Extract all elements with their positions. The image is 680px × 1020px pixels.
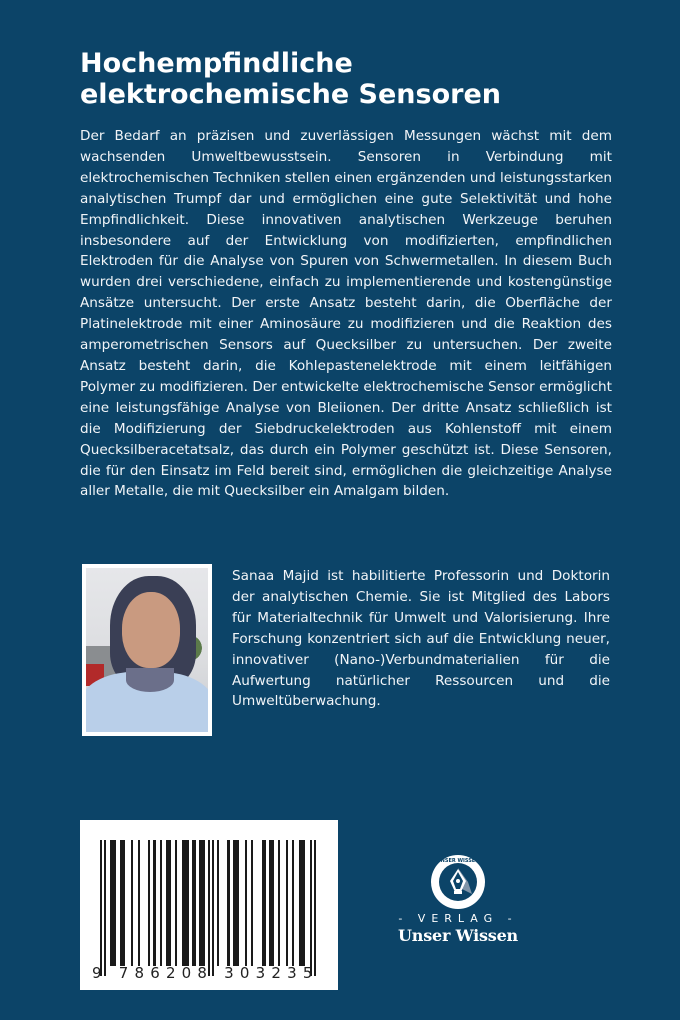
- publisher-name: Unser Wissen: [398, 926, 518, 945]
- title-line-2: elektrochemische Sensoren: [80, 79, 501, 110]
- publisher-verlag-label: - VERLAG -: [398, 912, 518, 925]
- author-photo: [82, 564, 212, 736]
- publisher-logo: [390, 852, 526, 952]
- isbn-number: 9 786208 303235: [92, 964, 319, 982]
- book-blurb: Der Bedarf an präzisen und zuverlässigen Messungen wächst mit dem wachsenden Umweltbewusstsein. Sensoren in Verbindung mit elektrochemischen Techniken stellen einen ergänzenden und leistungsstarken analytischen Trumpf dar und ermöglichen eine gute Selektivität und hohe Empfindlichkeit. Diese innovativen analytischen Werkzeuge beruhen insbesondere auf der Entwicklung von modifizierten, empfindlichen Elektroden für die Analyse von Spuren von Schwermetallen. In diesem Buch wurden drei verschiedene, einfach zu implementierende und kostengünstige Ansätze untersucht. Der erste Ansatz besteht darin, die Oberfläche der Platinelektrode mit einer Aminosäure zu modifizieren und die Reaktion des amperometrischen Sensors auf Quecksilber zu untersuchen. Der zweite Ansatz besteht darin, die Kohlepastenelektrode mit einem leitfähigen Polymer zu modifizieren. Der entwickelte elektrochemische Sensor ermöglicht eine leistungsfähige Analyse von Bleiionen. Der dritte Ansatz schließlich ist die Modifizierung der Siebdruckelektroden aus Kohlenstoff mit einem Quecksilberacetatsalz, das durch ein Polymer geschützt ist. Diese Sensoren, die für den Einsatz im Feld bereit sind, ermöglichen die gleichzeitige Analyse aller Metalle, die mit Quecksilber ein Amalgam bilden.: [80, 128, 612, 500]
- author-bio: Sanaa Majid ist habilitierte Professorin und Doktorin der analytischen Chemie. Sie ist Mitglied des Labors für Materialtechnik für Umwelt und Valorisierung. Ihre Forschung konzentriert sich auf die Entwicklung neuer, innovativer (Nano-)Verbundmaterialien für die Aufwertung natürlicher Ressourcen und die Umweltüberwachung.: [232, 568, 610, 710]
- isbn-barcode: [80, 820, 338, 990]
- book-title: [80, 48, 620, 110]
- title-line-1: Hochempfindliche: [80, 48, 353, 79]
- fountain-pen-nib-icon: [430, 854, 486, 910]
- author-portrait-icon: [86, 568, 208, 732]
- svg-text:UNSER WISSEN: UNSER WISSEN: [436, 858, 480, 864]
